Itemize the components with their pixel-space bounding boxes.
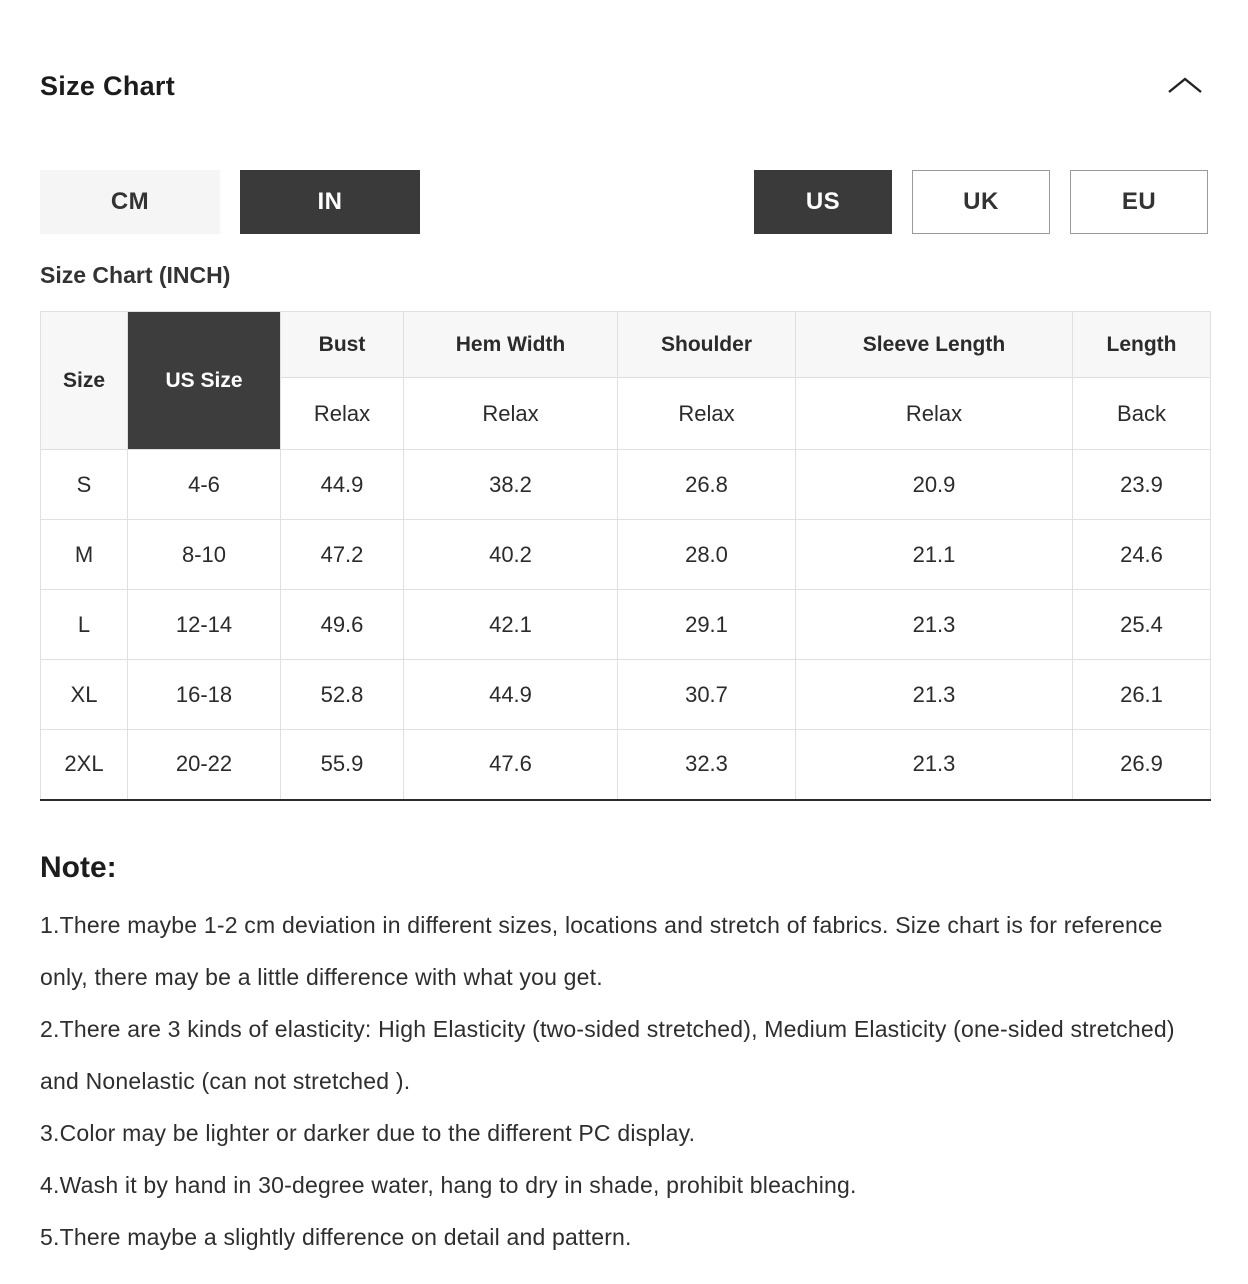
table-row-2xl	[41, 730, 1211, 800]
region-button-eu[interactable]: EU	[1070, 170, 1208, 234]
table-cell: 24.6	[1073, 520, 1211, 590]
size-label: XL	[41, 660, 128, 730]
column-header-us-size: US Size	[128, 312, 281, 450]
table-cell: 49.6	[281, 590, 404, 660]
table-row-m	[41, 520, 1211, 590]
note-item-2: 2.There are 3 kinds of elasticity: High Elasticity (two-sided stretched), Medium Elasticity (one-sided stretched) and Nonelastic (can not stretched ).	[40, 1015, 1175, 1094]
table-cell: 20-22	[128, 730, 281, 800]
table-caption: Size Chart (INCH)	[40, 262, 231, 288]
column-header-bust: Bust	[281, 312, 404, 378]
table-cell: 21.1	[796, 520, 1073, 590]
table-header-row-measures	[41, 312, 1211, 378]
size-chart-table	[40, 311, 1211, 801]
table-cell: 8-10	[128, 520, 281, 590]
table-cell: 30.7	[618, 660, 796, 730]
unit-toggle-group	[40, 170, 420, 234]
table-cell: 16-18	[128, 660, 281, 730]
table-cell: 21.3	[796, 590, 1073, 660]
table-cell: 32.3	[618, 730, 796, 800]
column-header-hem-width: Hem Width	[404, 312, 618, 378]
table-row-xl	[41, 660, 1211, 730]
notes-list	[40, 899, 1208, 1263]
table-cell: 29.1	[618, 590, 796, 660]
table-row-l	[41, 590, 1211, 660]
fit-label: Relax	[796, 378, 1073, 450]
table-cell: 23.9	[1073, 450, 1211, 520]
unit-button-in[interactable]: IN	[240, 170, 420, 234]
region-button-us[interactable]: US	[754, 170, 892, 234]
size-chart-header	[40, 70, 1208, 102]
column-header-sleeve-length: Sleeve Length	[796, 312, 1073, 378]
table-cell: 21.3	[796, 660, 1073, 730]
table-cell: 25.4	[1073, 590, 1211, 660]
table-cell: 26.8	[618, 450, 796, 520]
fit-label: Relax	[618, 378, 796, 450]
table-cell: 26.9	[1073, 730, 1211, 800]
column-header-size: Size	[41, 312, 128, 450]
table-cell: 47.2	[281, 520, 404, 590]
size-label: L	[41, 590, 128, 660]
table-cell: 40.2	[404, 520, 618, 590]
size-label: 2XL	[41, 730, 128, 800]
note-item-1: 1.There maybe 1-2 cm deviation in different sizes, locations and stretch of fabrics. Size chart is for reference only, there may be a little difference with what you get.	[40, 911, 1163, 990]
fit-label: Back	[1073, 378, 1211, 450]
region-toggle-group	[754, 170, 1208, 234]
table-cell: 26.1	[1073, 660, 1211, 730]
table-cell: 42.1	[404, 590, 618, 660]
region-button-uk[interactable]: UK	[912, 170, 1050, 234]
table-cell: 20.9	[796, 450, 1073, 520]
page-title: Size Chart	[40, 70, 176, 101]
note-item-5: 5.There maybe a slightly difference on detail and pattern.	[40, 1223, 632, 1250]
table-cell: 38.2	[404, 450, 618, 520]
size-label: S	[41, 450, 128, 520]
table-cell: 12-14	[128, 590, 281, 660]
table-cell: 52.8	[281, 660, 404, 730]
unit-button-cm[interactable]: CM	[40, 170, 220, 234]
note-heading: Note:	[40, 850, 117, 884]
column-header-length: Length	[1073, 312, 1211, 378]
fit-label: Relax	[281, 378, 404, 450]
column-header-shoulder: Shoulder	[618, 312, 796, 378]
note-item-4: 4.Wash it by hand in 30-degree water, hang to dry in shade, prohibit bleaching.	[40, 1171, 857, 1198]
table-cell: 4-6	[128, 450, 281, 520]
table-cell: 47.6	[404, 730, 618, 800]
table-cell: 44.9	[404, 660, 618, 730]
chevron-up-icon	[1166, 86, 1204, 101]
fit-label: Relax	[404, 378, 618, 450]
table-cell: 44.9	[281, 450, 404, 520]
size-label: M	[41, 520, 128, 590]
table-cell: 21.3	[796, 730, 1073, 800]
table-row-s	[41, 450, 1211, 520]
toggle-bar	[40, 170, 1208, 234]
table-cell: 28.0	[618, 520, 796, 590]
table-cell: 55.9	[281, 730, 404, 800]
note-item-3: 3.Color may be lighter or darker due to the different PC display.	[40, 1119, 696, 1146]
collapse-section-button[interactable]	[1162, 70, 1208, 102]
